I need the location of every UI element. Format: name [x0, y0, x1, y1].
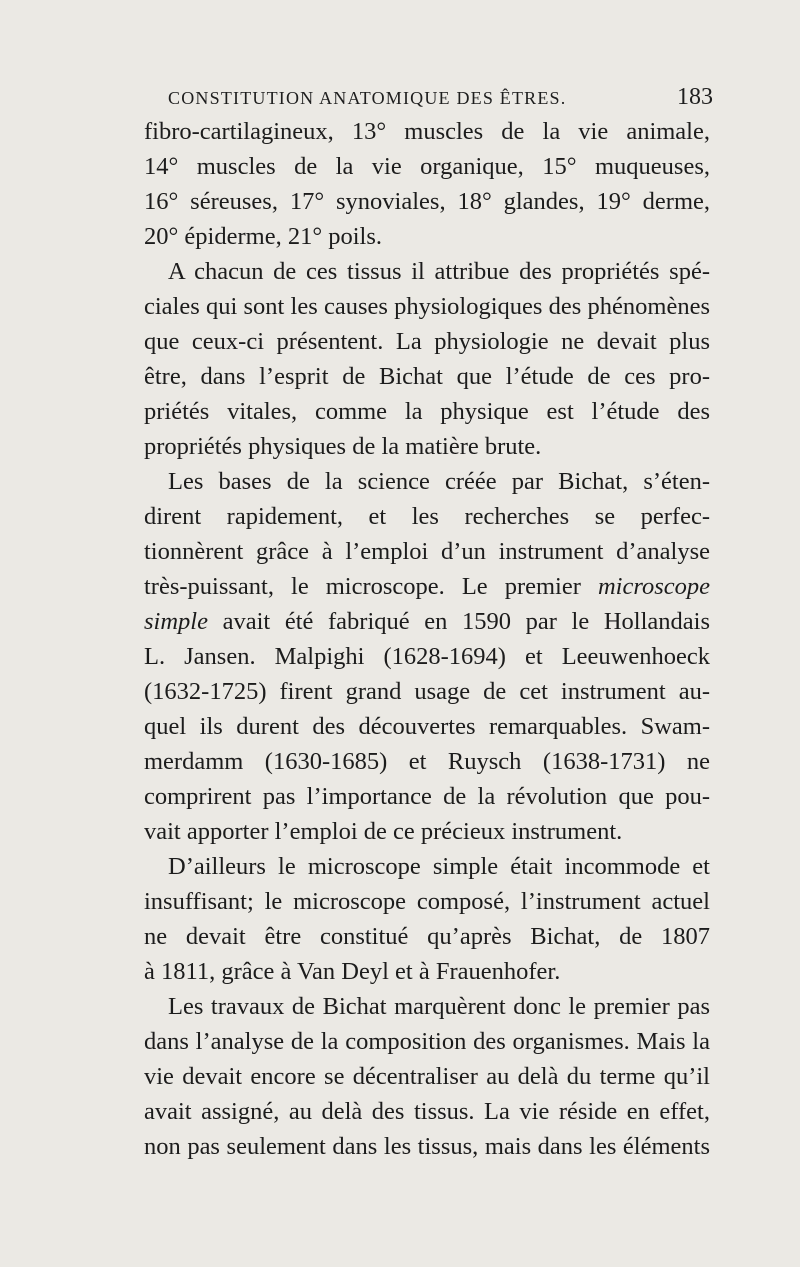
body-text — [144, 114, 710, 1164]
italic-term: simple — [144, 608, 208, 635]
text-line: dirent rapidement, et les recherches se perfec- — [144, 503, 710, 530]
text-line: non pas seulement dans les tissus, mais dans les éléments — [144, 1133, 710, 1160]
running-head-title: CONSTITUTION ANATOMIQUE DES ÊTRES. — [168, 88, 567, 108]
text-line: ciales qui sont les causes physiologiques des phénomènes — [144, 293, 710, 320]
text-line: Les bases de la science créée par Bichat, s’éten- — [168, 468, 710, 495]
text-line: à 1811, grâce à Van Deyl et à Frauenhofer. — [144, 958, 561, 985]
text-line: merdamm (1630-1685) et Ruysch (1638-1731) ne — [144, 748, 710, 775]
text-line: D’ailleurs le microscope simple était incommode et — [168, 853, 710, 880]
text-line: que ceux-ci présentent. La physiologie ne devait plus — [144, 328, 710, 355]
text-line: Les travaux de Bichat marquèrent donc le premier pas — [168, 993, 710, 1020]
text-line: L. Jansen. Malpighi (1628-1694) et Leeuwenhoeck — [144, 643, 710, 670]
text-line — [144, 604, 710, 639]
text-line: A chacun de ces tissus il attribue des propriétés spé- — [168, 258, 710, 285]
text-line: insuffisant; le microscope composé, l’instrument actuel — [144, 888, 710, 915]
text-line: 14° muscles de la vie organique, 15° muqueuses, — [144, 153, 710, 180]
text-line: vie devait encore se décentraliser au delà du terme qu’il — [144, 1063, 710, 1090]
text-line: 20° épiderme, 21° poils. — [144, 223, 383, 250]
text-segment: très-puissant, le microscope. Le premier — [144, 573, 598, 600]
text-line: tionnèrent grâce à l’emploi d’un instrument d’analyse — [144, 538, 710, 565]
text-line: 16° séreuses, 17° synoviales, 18° glandes, 19° derme, — [144, 188, 710, 215]
text-line: dans l’analyse de la composition des organismes. Mais la — [144, 1028, 710, 1055]
text-line — [144, 569, 710, 604]
text-line: vait apporter l’emploi de ce précieux instrument. — [144, 818, 623, 845]
italic-term: microscope — [597, 573, 710, 600]
text-line: fibro-cartilagineux, 13° muscles de la vie animale, — [144, 118, 710, 145]
text-line: quel ils durent des découvertes remarquables. Swam- — [144, 713, 710, 740]
text-line: priétés vitales, comme la physique est l’étude des — [144, 398, 710, 425]
text-line: être, dans l’esprit de Bichat que l’étude de ces pro- — [144, 363, 710, 390]
text-line: comprirent pas l’importance de la révolution que pou- — [144, 783, 710, 810]
text-segment: avait été fabriqué en 1590 par le Hollandais — [207, 608, 710, 635]
text-line: propriétés physiques de la matière brute. — [144, 433, 542, 460]
text-line: avait assigné, au delà des tissus. La vie réside en effet, — [144, 1098, 710, 1125]
page-number: 183 — [677, 84, 713, 110]
text-line: (1632-1725) firent grand usage de cet instrument au- — [144, 678, 710, 705]
text-line: ne devait être constitué qu’après Bichat, de 1807 — [144, 923, 710, 950]
